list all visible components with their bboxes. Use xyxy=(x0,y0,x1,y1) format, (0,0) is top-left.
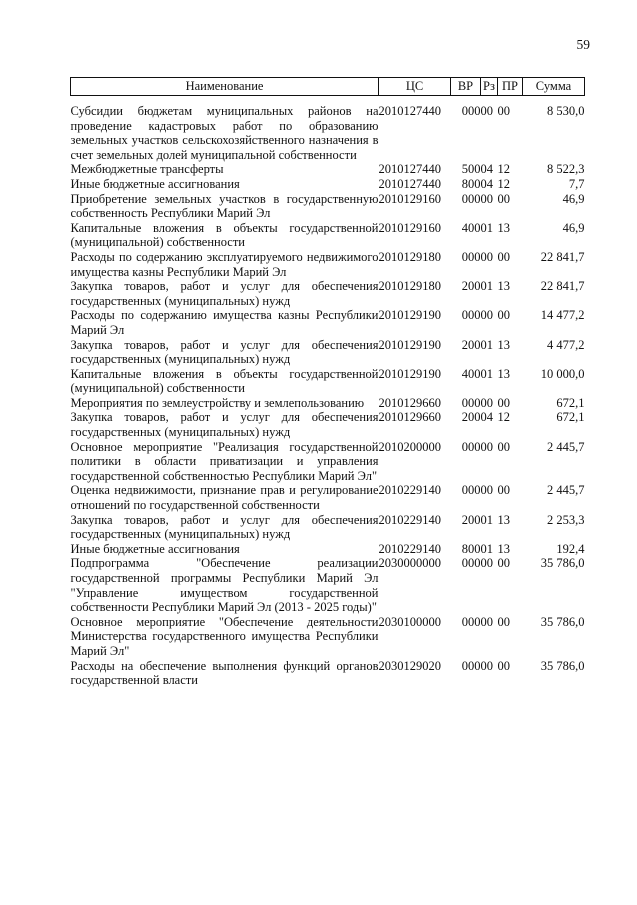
row-sum-cell: 672,1 xyxy=(556,395,585,410)
row-rz-cell: 01 xyxy=(480,366,493,381)
row-rz-cell: 00 xyxy=(480,104,493,118)
row-sum-cell: 2 445,7 xyxy=(547,439,585,454)
row-vr-cell: 200 xyxy=(461,512,481,527)
row-cs-cell: 2010129190 xyxy=(378,366,441,381)
row-rz-cell: 01 xyxy=(480,337,493,352)
row-cs-cell: 2010200000 xyxy=(378,439,441,454)
row-rz-cell: 00 xyxy=(480,395,493,410)
row-rz-cell: 01 xyxy=(480,512,493,527)
row-vr-cell: 200 xyxy=(461,410,481,425)
row-rz-cell: 04 xyxy=(480,162,493,177)
table-row xyxy=(71,440,585,484)
row-name-cell: Закупка товаров, работ и услуг для обеспечения государственных (муниципальных) нужд xyxy=(70,512,379,542)
table-row xyxy=(71,513,585,542)
row-pr-cell: 13 xyxy=(497,220,510,235)
table-row xyxy=(71,192,585,221)
table-row xyxy=(71,96,585,163)
row-rz-cell: 01 xyxy=(480,279,493,294)
row-rz-cell: 00 xyxy=(480,249,493,264)
row-name-cell: Иные бюджетные ассигнования xyxy=(70,541,240,556)
row-name-cell: Основное мероприятие "Реализация государственной политики в области приватизации и управления государственной собственностью Республики Марий Эл" xyxy=(70,439,379,483)
row-name-cell: Межбюджетные трансферты xyxy=(70,162,224,177)
row-vr-cell: 000 xyxy=(461,439,481,454)
row-sum-cell: 192,4 xyxy=(556,541,585,556)
table-row xyxy=(71,410,585,439)
row-cs-cell: 2010129180 xyxy=(378,279,441,294)
row-pr-cell: 13 xyxy=(497,279,510,294)
row-sum-cell: 35 786,0 xyxy=(540,556,585,571)
row-rz-cell: 01 xyxy=(480,541,493,556)
table-body xyxy=(71,96,585,688)
row-vr-cell: 200 xyxy=(461,279,481,294)
header-pr: ПР xyxy=(498,78,523,96)
row-vr-cell: 000 xyxy=(461,658,481,673)
row-pr-cell: 12 xyxy=(497,162,510,177)
row-cs-cell: 2030129020 xyxy=(378,658,441,673)
table-row xyxy=(71,338,585,367)
row-pr-cell: 00 xyxy=(497,191,510,206)
row-cs-cell: 2010129180 xyxy=(378,249,441,264)
row-cs-cell: 2030100000 xyxy=(378,614,441,629)
page-number: 59 xyxy=(576,37,590,52)
row-rz-cell: 00 xyxy=(480,658,493,673)
row-sum-cell: 35 786,0 xyxy=(540,614,585,629)
row-cs-cell: 2010127440 xyxy=(378,104,441,118)
row-cs-cell: 2010127440 xyxy=(378,176,441,191)
row-rz-cell: 00 xyxy=(480,556,493,571)
row-pr-cell: 00 xyxy=(497,439,510,454)
row-sum-cell: 22 841,7 xyxy=(540,279,585,294)
row-vr-cell: 500 xyxy=(461,162,481,177)
row-cs-cell: 2010127440 xyxy=(378,162,441,177)
row-sum-cell: 4 477,2 xyxy=(547,337,585,352)
row-cs-cell: 2010129190 xyxy=(378,337,441,352)
row-name-cell: Закупка товаров, работ и услуг для обеспечения государственных (муниципальных) нужд xyxy=(70,337,379,367)
row-name-cell: Капитальные вложения в объекты государственной (муниципальной) собственности xyxy=(70,366,379,396)
row-vr-cell: 000 xyxy=(461,191,481,206)
row-pr-cell: 12 xyxy=(497,410,510,425)
row-pr-cell: 00 xyxy=(497,658,510,673)
row-vr-cell: 000 xyxy=(461,308,481,323)
row-pr-cell: 00 xyxy=(497,395,510,410)
table-row xyxy=(71,367,585,396)
table-row xyxy=(71,615,585,659)
row-pr-cell: 00 xyxy=(497,614,510,629)
row-cs-cell: 2010129660 xyxy=(378,410,441,425)
row-vr-cell: 000 xyxy=(461,249,481,264)
table-row xyxy=(71,396,585,411)
row-pr-cell: 00 xyxy=(497,556,510,571)
table-row xyxy=(71,250,585,279)
table-row xyxy=(71,279,585,308)
row-pr-cell: 00 xyxy=(497,308,510,323)
row-name-cell: Закупка товаров, работ и услуг для обеспечения государственных (муниципальных) нужд xyxy=(70,279,379,308)
row-name-cell: Капитальные вложения в объекты государственной (муниципальной) собственности xyxy=(70,220,379,250)
row-pr-cell: 00 xyxy=(497,483,510,498)
row-pr-cell: 13 xyxy=(497,541,510,556)
row-sum-cell: 8 522,3 xyxy=(547,162,585,177)
row-vr-cell: 000 xyxy=(461,614,481,629)
header-name: Наименование xyxy=(71,78,379,96)
row-sum-cell: 46,9 xyxy=(562,191,585,206)
row-vr-cell: 800 xyxy=(461,541,481,556)
header-vr: ВР xyxy=(451,78,481,96)
row-rz-cell: 00 xyxy=(480,483,493,498)
row-name-cell: Расходы по содержанию имущества казны Республики Марий Эл xyxy=(70,308,379,337)
row-pr-cell: 13 xyxy=(497,337,510,352)
row-name-cell: Субсидии бюджетам муниципальных районов на проведение кадастровых работ по образованию земельных участков сельскохозяйственного назначения в счет земельных долей муниципальной собственности xyxy=(70,104,379,162)
row-cs-cell: 2010129190 xyxy=(378,308,441,323)
table-row xyxy=(71,162,585,177)
row-vr-cell: 200 xyxy=(461,337,481,352)
budget-table xyxy=(70,77,585,688)
row-vr-cell: 800 xyxy=(461,176,481,191)
row-name-cell: Основное мероприятие "Обеспечение деятельности Министерства государственного имущества Республики Марий Эл" xyxy=(70,614,379,658)
row-rz-cell: 00 xyxy=(480,439,493,454)
row-vr-cell: 000 xyxy=(461,556,481,571)
row-cs-cell: 2010229140 xyxy=(378,483,441,498)
row-pr-cell: 13 xyxy=(497,366,510,381)
row-cs-cell: 2010229140 xyxy=(378,541,441,556)
row-cs-cell: 2010229140 xyxy=(378,512,441,527)
row-name-cell: Расходы по содержанию эксплуатируемого недвижимого имущества казны Республики Марий Эл xyxy=(70,249,379,279)
row-name-cell: Мероприятия по землеустройству и землепользованию xyxy=(70,395,365,410)
header-cs: ЦС xyxy=(379,78,451,96)
row-vr-cell: 400 xyxy=(461,366,481,381)
row-sum-cell: 22 841,7 xyxy=(540,249,585,264)
table-row xyxy=(71,483,585,512)
row-sum-cell: 7,7 xyxy=(568,176,585,191)
row-name-cell: Оценка недвижимости, признание прав и регулирование отношений по государственной собственности xyxy=(70,483,379,513)
row-rz-cell: 04 xyxy=(480,176,493,191)
row-sum-cell: 2 253,3 xyxy=(547,512,585,527)
row-vr-cell: 000 xyxy=(461,483,481,498)
table-row xyxy=(71,556,585,614)
row-rz-cell: 00 xyxy=(480,191,493,206)
row-vr-cell: 000 xyxy=(461,104,481,118)
table-row xyxy=(71,659,585,688)
row-sum-cell: 8 530,0 xyxy=(547,104,585,118)
row-pr-cell: 13 xyxy=(497,512,510,527)
table-row xyxy=(71,177,585,192)
row-sum-cell: 2 445,7 xyxy=(547,483,585,498)
header-rz: Рз xyxy=(481,78,498,96)
row-sum-cell: 10 000,0 xyxy=(540,366,585,381)
row-sum-cell: 14 477,2 xyxy=(540,308,585,323)
row-cs-cell: 2030000000 xyxy=(378,556,441,571)
table-row xyxy=(71,308,585,337)
row-vr-cell: 000 xyxy=(461,395,481,410)
table-row xyxy=(71,542,585,557)
row-cs-cell: 2010129160 xyxy=(378,191,441,206)
row-sum-cell: 35 786,0 xyxy=(540,658,585,673)
header-sum: Сумма xyxy=(523,78,585,96)
row-cs-cell: 2010129660 xyxy=(378,395,441,410)
row-pr-cell: 12 xyxy=(497,176,510,191)
row-vr-cell: 400 xyxy=(461,220,481,235)
row-rz-cell: 00 xyxy=(480,614,493,629)
row-rz-cell: 01 xyxy=(480,220,493,235)
row-pr-cell: 00 xyxy=(497,249,510,264)
row-sum-cell: 46,9 xyxy=(562,220,585,235)
row-name-cell: Расходы на обеспечение выполнения функций органов государственной власти xyxy=(70,658,379,688)
row-name-cell: Закупка товаров, работ и услуг для обеспечения государственных (муниципальных) нужд xyxy=(70,410,379,440)
row-sum-cell: 672,1 xyxy=(556,410,585,425)
row-cs-cell: 2010129160 xyxy=(378,220,441,235)
row-name-cell: Подпрограмма "Обеспечение реализации государственной программы Республики Марий Эл "Управление имуществом государственной собственности Республики Марий Эл (2013 - 2025 годы)" xyxy=(70,556,379,615)
table-row xyxy=(71,221,585,250)
table-header-row xyxy=(71,78,585,96)
row-rz-cell: 04 xyxy=(480,410,493,425)
row-pr-cell: 00 xyxy=(497,104,510,118)
row-name-cell: Приобретение земельных участков в государственную собственность Республики Марий Эл xyxy=(70,191,379,221)
row-rz-cell: 00 xyxy=(480,308,493,323)
row-name-cell: Иные бюджетные ассигнования xyxy=(70,176,240,191)
